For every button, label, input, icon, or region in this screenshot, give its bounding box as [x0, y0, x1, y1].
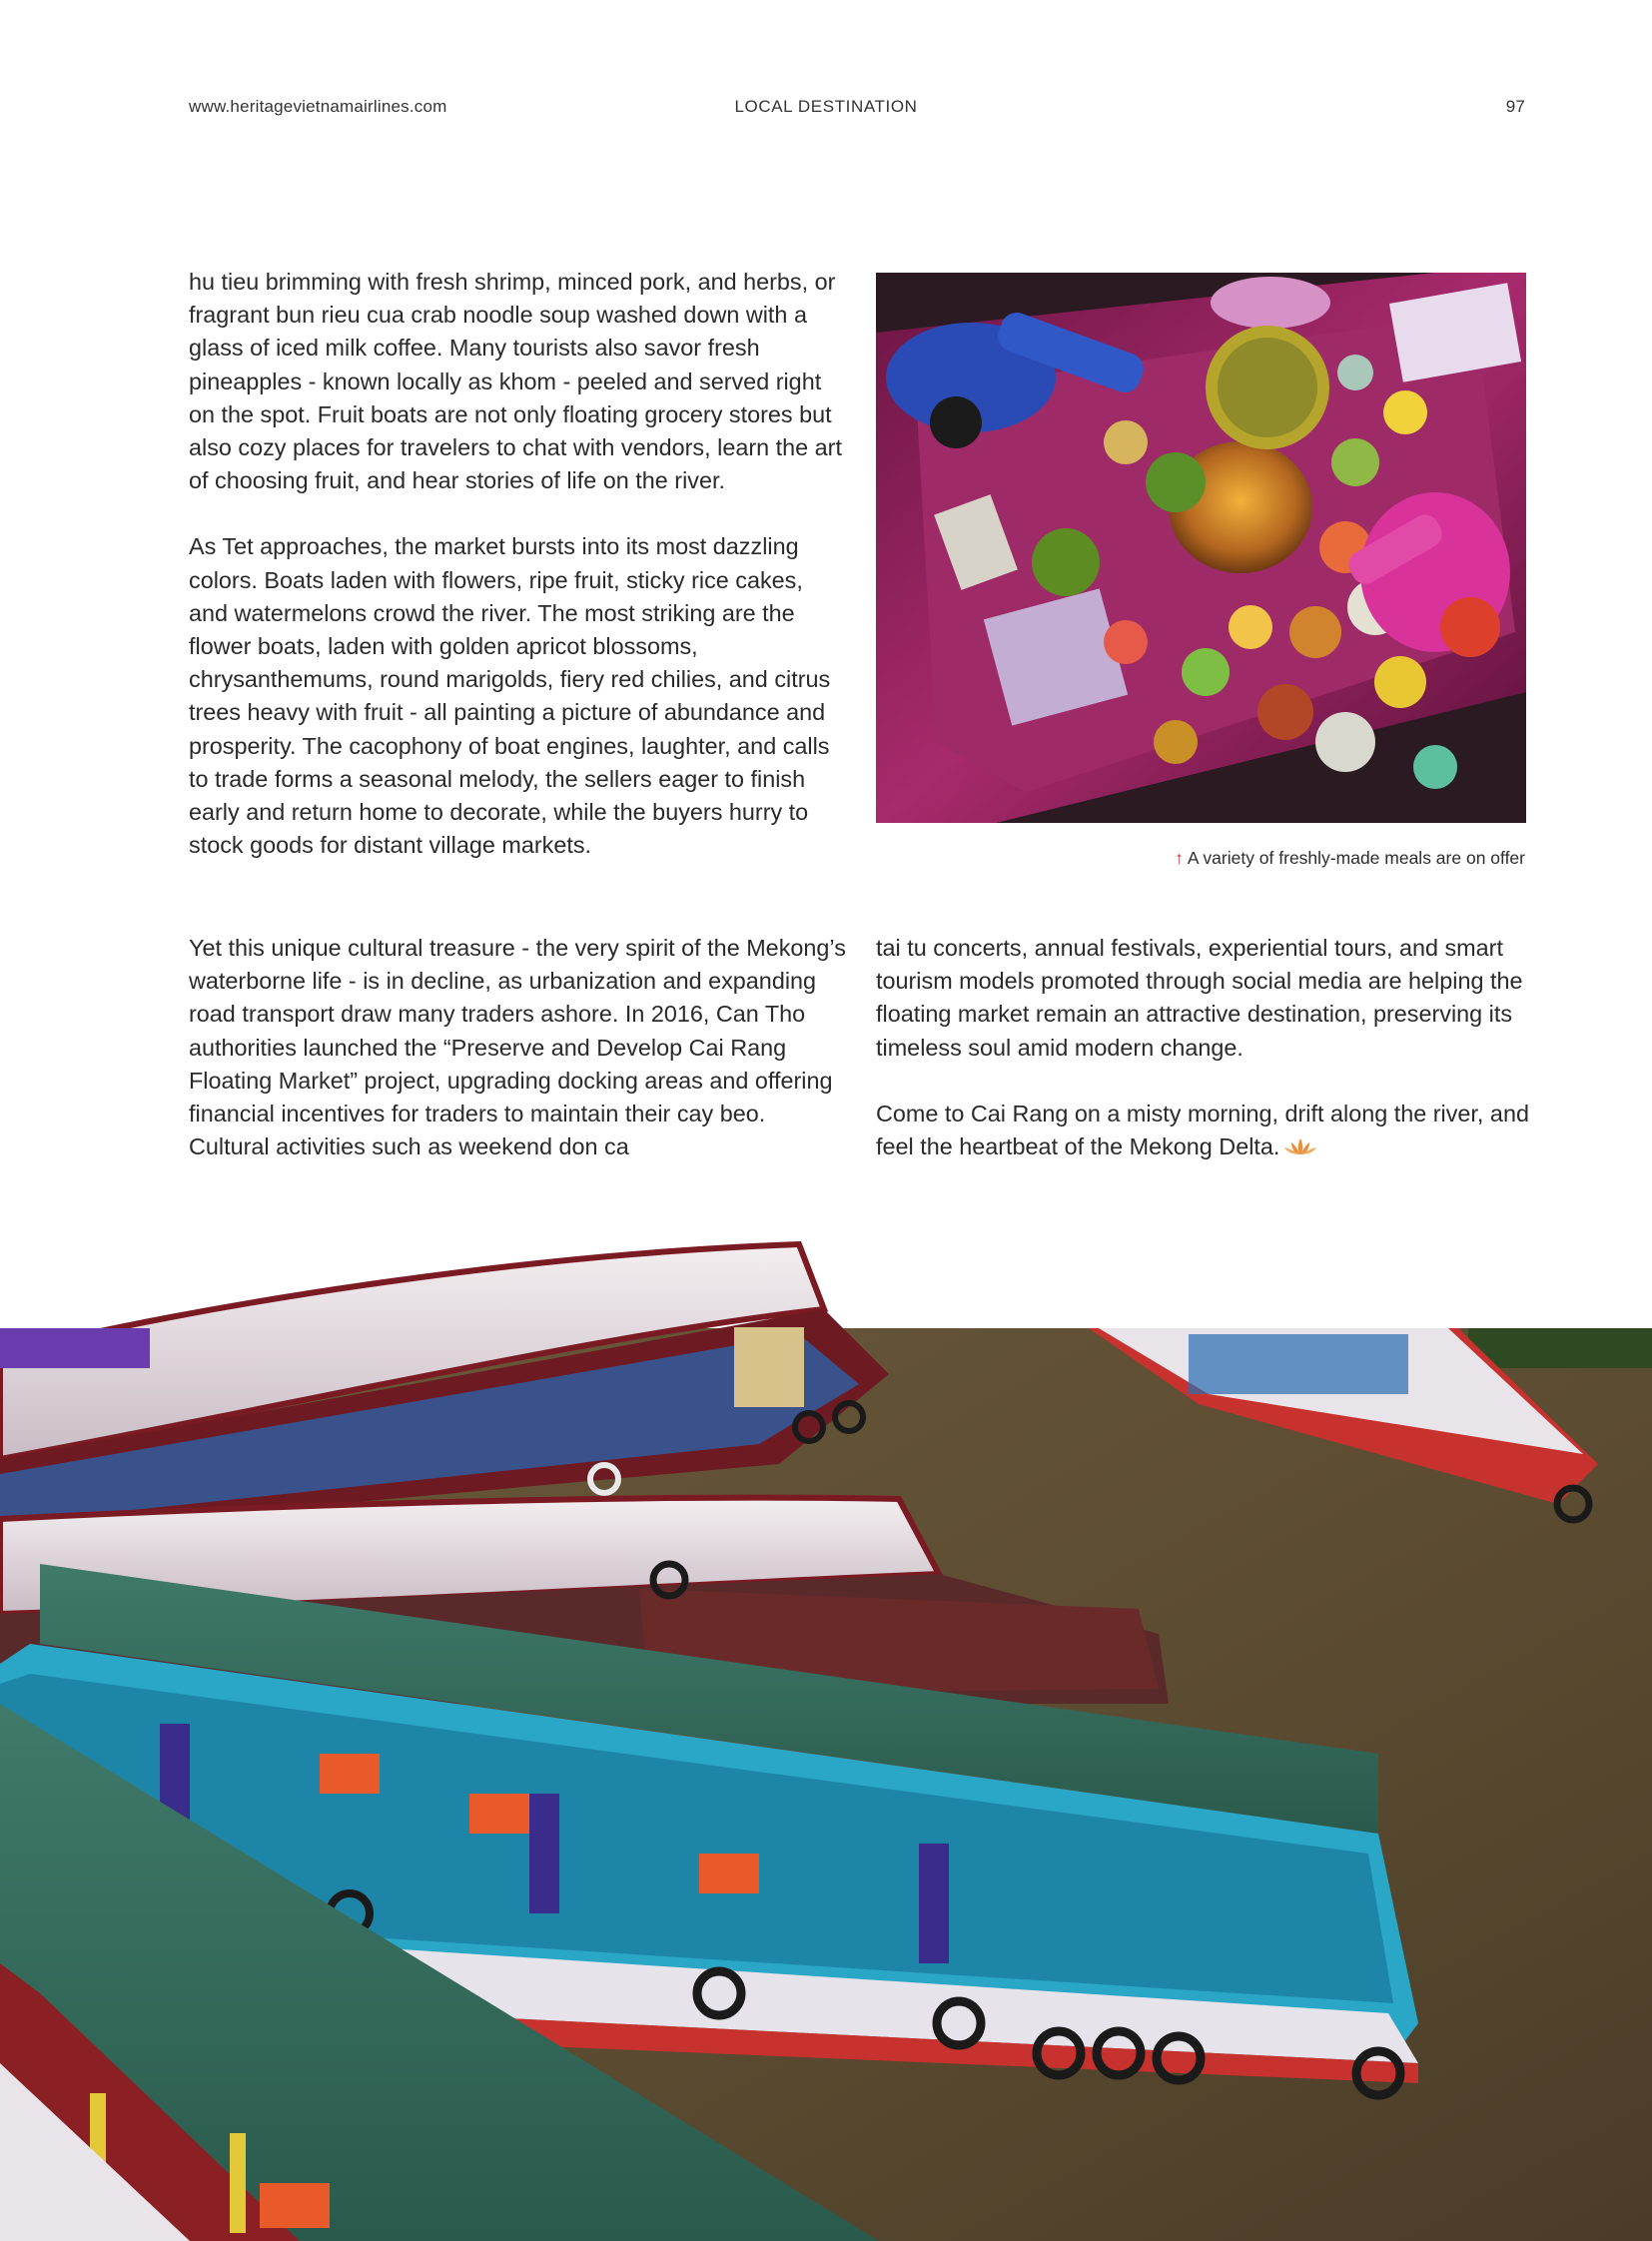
food-photo-caption: [1175, 848, 1525, 869]
food-boat-illustration: [876, 273, 1526, 823]
article-column-left-top: [189, 266, 843, 862]
closing-text: Come to Cai Rang on a misty morning, drift along the river, and feel the heartbeat of the Mekong Delta.: [876, 1100, 1529, 1160]
tourist-boats-photo: [0, 1234, 1652, 2241]
food-boat-photo: [876, 273, 1526, 823]
article-column-right-bottom: [876, 932, 1535, 1163]
paragraph-activities: tai tu concerts, annual festivals, experiential tours, and smart tourism models promoted through social media are helping the floating market remain an attractive destination, preserving its timeless soul amid modern change.: [876, 935, 1523, 1061]
article-column-left-bottom: [189, 932, 848, 1163]
lotus-icon: [1283, 1136, 1317, 1156]
paragraph-closing: [876, 1098, 1535, 1163]
paragraph-fruit-boats: hu tieu brimming with fresh shrimp, minced pork, and herbs, or fragrant bun rieu cua crab noodle soup washed down with a glass of iced milk coffee. Many tourists also savor fresh pineapples - known locally as khom - peeled and served right on the spot. Fruit boats are not only floating grocery stores but also cozy places for travelers to chat with vendors, learn the art of choosing fruit, and hear stories of life on the river.: [189, 269, 842, 494]
paragraph-decline: Yet this unique cultural treasure - the very spirit of the Mekong’s waterborne life - is in decline, as urbanization and expanding road transport draw many traders ashore. In 2016, Can Tho authorities launched the “Preserve and Develop Cai Rang Floating Market” project, upgrading docking areas and offering financial incentives for traders to maintain their cay beo. Cultural activities such as weekend don ca: [189, 935, 846, 1160]
page-number: 97: [1505, 97, 1525, 116]
section-title: LOCAL DESTINATION: [734, 97, 918, 116]
paragraph-tet: As Tet approaches, the market bursts into its most dazzling colors. Boats laden with flowers, ripe fruit, sticky rice cakes, and watermelons crowd the river. The most striking are the flower boats, laden with golden apricot blossoms, chrysanthemums, round marigolds, fiery red chilies, and citrus trees heavy with fruit - all painting a picture of abundance and prosperity. The cacophony of boat engines, laughter, and calls to trade forms a seasonal melody, the sellers eager to finish early and return home to decorate, while the buyers hurry to stock goods for distant village markets.: [189, 533, 831, 859]
up-arrow-icon: ↑: [1175, 848, 1184, 868]
food-caption-text: A variety of freshly-made meals are on offer: [1187, 848, 1525, 868]
site-url: www.heritagevietnamairlines.com: [189, 97, 447, 116]
tourist-boats-illustration: [0, 1234, 1652, 2241]
